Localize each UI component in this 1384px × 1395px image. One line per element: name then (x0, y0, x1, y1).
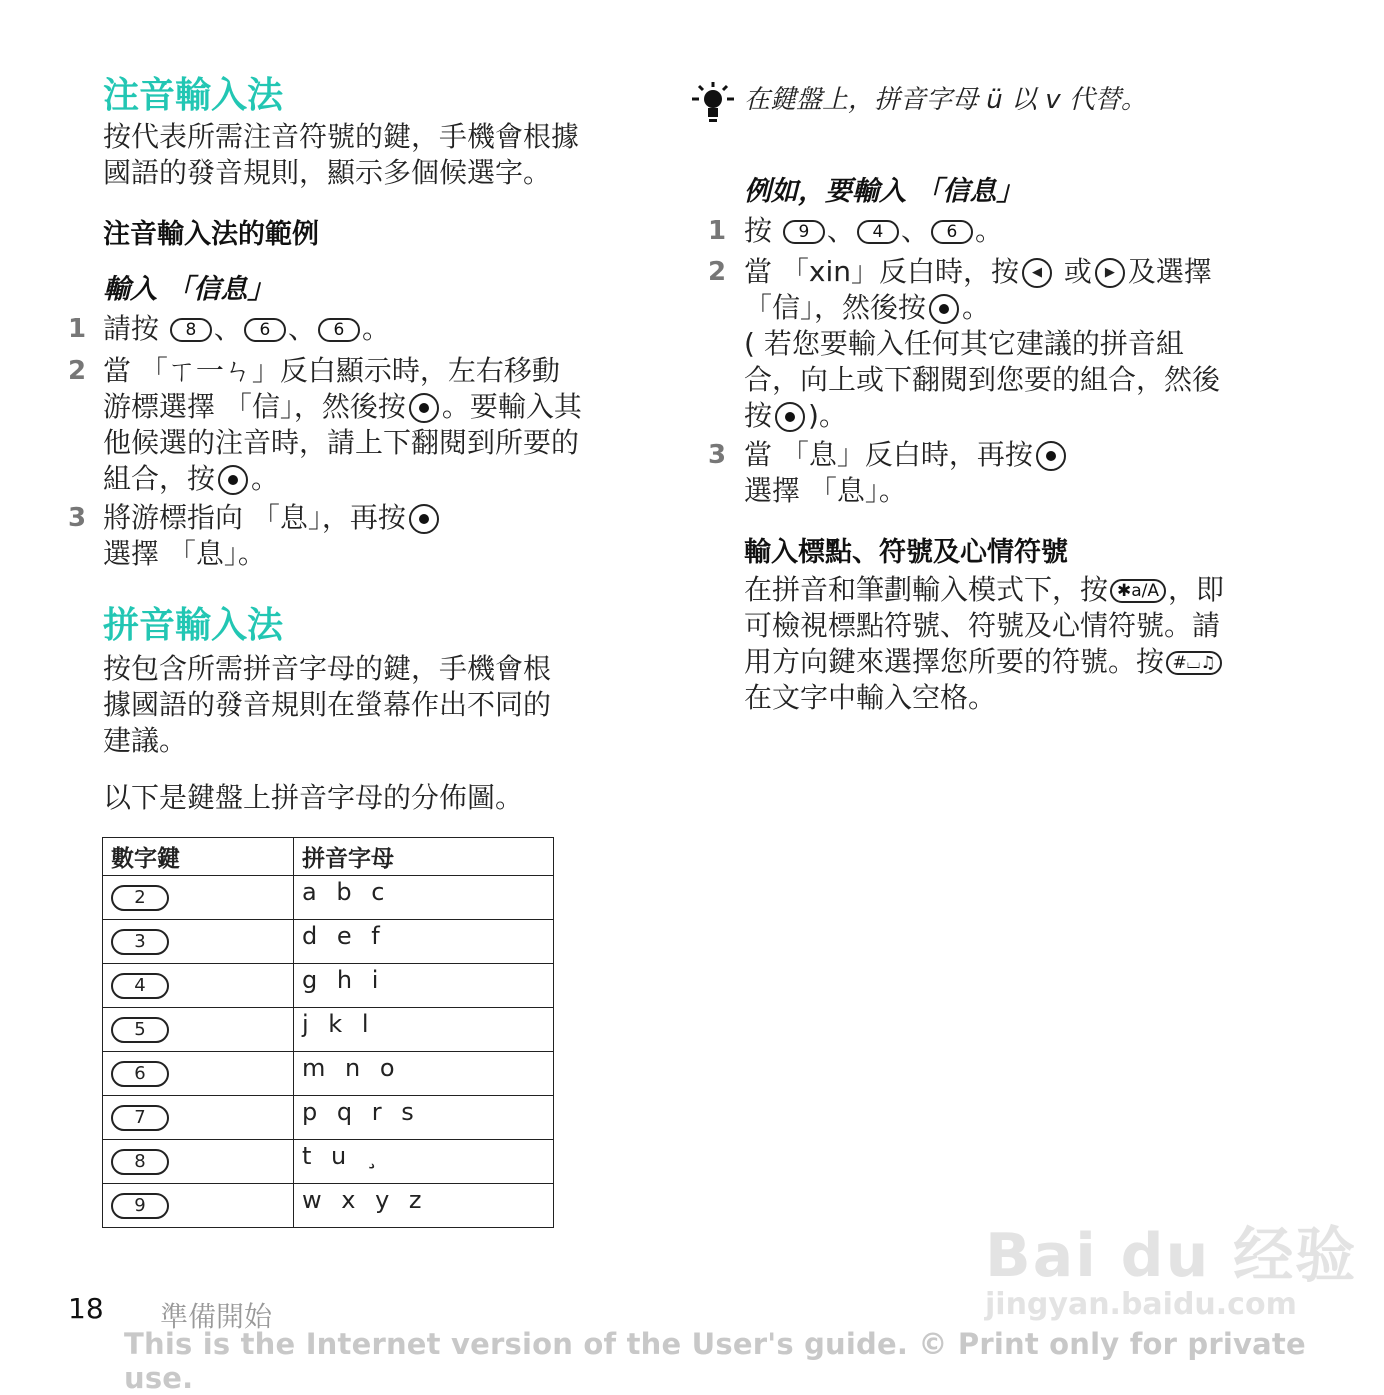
section-name: 準備開始 (160, 1300, 273, 1333)
step-number: 3 (68, 503, 87, 533)
letters-cell: w x y z (294, 1184, 554, 1228)
key-cell (103, 1096, 294, 1140)
letters-cell: d e f (294, 920, 554, 964)
key-7-icon: 7 (111, 1105, 169, 1131)
key-6-icon: 6 (318, 318, 360, 342)
desc-line (744, 572, 1224, 608)
step-line (744, 398, 1220, 434)
step-text: 及選擇 (1127, 255, 1212, 288)
key-9-icon: 9 (111, 1193, 169, 1219)
key-cell (103, 920, 294, 964)
page-number: 18 (68, 1292, 104, 1325)
table-row (103, 1184, 554, 1228)
center-select-key-icon (1036, 441, 1066, 471)
zhuyin-desc-line: 按代表所需注音符號的鍵，手機會根據 (103, 120, 580, 153)
separator: 、 (826, 214, 855, 247)
table-row (103, 1140, 554, 1184)
desc-text: ，即 (1168, 573, 1225, 606)
step-number: 3 (708, 440, 727, 470)
key-cell (103, 1184, 294, 1228)
tip-text: 在鍵盤上，拼音字母 ü 以 v 代替。 (744, 85, 1147, 115)
separator: 、 (287, 312, 316, 345)
pinyin-step-3 (744, 437, 1069, 509)
step-text: )。 (808, 399, 847, 432)
letters-cell: m n o (294, 1052, 554, 1096)
step-text: 當 「xin」反白時，按 (744, 255, 1019, 288)
table-row (103, 1096, 554, 1140)
desc-text: 在拼音和筆劃輸入模式下，按 (744, 573, 1109, 606)
pinyin-step-2 (744, 254, 1220, 434)
footer-notice: This is the Internet version of the User's guide. © Print only for private use. (124, 1327, 1306, 1395)
step-text: 「信」，然後按 (744, 291, 927, 324)
step-line: 他候選的注音時，請上下翻閱到所要的 (103, 426, 580, 459)
center-select-key-icon (929, 294, 959, 324)
step-line: ( 若您要輸入任何其它建議的拼音組 (744, 327, 1184, 360)
key-8-icon: 8 (170, 318, 212, 342)
pinyin-description (103, 651, 551, 759)
center-select-key-icon (409, 504, 439, 534)
nav-right-key-icon: ▶ (1095, 258, 1125, 288)
step-line (744, 254, 1220, 290)
step-number: 1 (68, 314, 87, 344)
pinyin-step-1 (744, 213, 1003, 249)
step-line: 合，向上或下翻閱到您要的組合，然後 (744, 363, 1221, 396)
step-text: 按 (744, 399, 773, 432)
table-row (103, 920, 554, 964)
letters-cell: t u ¸ (294, 1140, 554, 1184)
key-4-icon: 4 (111, 973, 169, 999)
table-header-row (103, 838, 554, 876)
hash-key-icon: #⌴♫ (1166, 651, 1222, 675)
letters-cell: g h i (294, 964, 554, 1008)
punctuation-description (744, 572, 1224, 716)
nav-left-key-icon: ◀ (1022, 258, 1052, 288)
step-text: 。要輸入其 (441, 390, 582, 423)
table-row (103, 1008, 554, 1052)
step-text: 。 (251, 462, 280, 495)
desc-line (744, 644, 1224, 680)
baidu-watermark-url: jingyan.baidu.com (985, 1287, 1297, 1322)
step-line (103, 389, 582, 425)
step-number: 1 (708, 216, 727, 246)
key-6-icon: 6 (244, 318, 286, 342)
pinyin-example-title: 例如，要輸入 「信息」 (744, 176, 1024, 207)
column-header-letters: 拼音字母 (294, 838, 554, 876)
step-text: 將游標指向 「息」，再按 (103, 501, 406, 534)
separator: 、 (213, 312, 242, 345)
step-line: 當 「ㄒ一ㄣ」反白顯示時，左右移動 (103, 354, 560, 387)
step-line (744, 437, 1069, 473)
step-text: 或 (1063, 255, 1092, 288)
desc-line: 在文字中輸入空格。 (744, 681, 997, 714)
lightbulb-tip-icon (688, 82, 738, 126)
pinyin-desc-line: 據國語的發音規則在螢幕作出不同的 (103, 688, 552, 721)
key-3-icon: 3 (111, 929, 169, 955)
key-8-icon: 8 (111, 1149, 169, 1175)
table-intro: 以下是鍵盤上拼音字母的分佈圖。 (103, 781, 524, 814)
table-row (103, 1052, 554, 1096)
desc-line: 可檢視標點符號、符號及心情符號。請 (744, 609, 1221, 642)
step-line: 選擇 「息」。 (744, 474, 907, 507)
step-text: 按 (744, 214, 773, 247)
step-text: 請按 (103, 312, 160, 345)
zhuyin-description (103, 119, 579, 191)
step-text: 。 (962, 291, 991, 324)
pinyin-desc-line: 按包含所需拼音字母的鍵，手機會根 (103, 652, 552, 685)
key-6-icon: 6 (931, 220, 973, 244)
step-line (103, 461, 582, 497)
star-key-icon: ✱a/A (1110, 579, 1166, 603)
key-cell (103, 1008, 294, 1052)
period: 。 (974, 214, 1003, 247)
column-header-key: 數字鍵 (103, 838, 294, 876)
key-9-icon: 9 (783, 220, 825, 244)
punctuation-title: 輸入標點、符號及心情符號 (744, 537, 1068, 568)
step-line: 選擇 「息」。 (103, 537, 266, 570)
step-line (103, 500, 442, 536)
pinyin-desc-line: 建議。 (103, 724, 188, 757)
key-cell (103, 964, 294, 1008)
center-select-key-icon (775, 402, 805, 432)
zhuyin-example-subtitle: 輸入 「信息」 (103, 274, 275, 305)
key-5-icon: 5 (111, 1017, 169, 1043)
step-text: 組合，按 (103, 462, 216, 495)
step-line (744, 290, 1220, 326)
letters-cell: a b c (294, 876, 554, 920)
zhuyin-step-3 (103, 500, 442, 572)
key-4-icon: 4 (857, 220, 899, 244)
key-cell (103, 1140, 294, 1184)
zhuyin-title: 注音輸入法 (103, 75, 284, 116)
period: 。 (361, 312, 390, 345)
desc-text: 用方向鍵來選擇您所要的符號。按 (744, 645, 1165, 678)
zhuyin-step-1 (103, 311, 390, 347)
key-cell (103, 876, 294, 920)
step-number: 2 (68, 356, 87, 386)
letters-cell: p q r s (294, 1096, 554, 1140)
step-number: 2 (708, 257, 727, 287)
pinyin-title: 拼音輸入法 (103, 605, 284, 646)
step-text: 當 「息」反白時，再按 (744, 438, 1033, 471)
center-select-key-icon (218, 465, 248, 495)
zhuyin-step-2 (103, 353, 582, 497)
zhuyin-example-title: 注音輸入法的範例 (103, 219, 319, 250)
pinyin-key-table (102, 837, 554, 1228)
step-text: 游標選擇 「信」，然後按 (103, 390, 406, 423)
key-cell (103, 1052, 294, 1096)
key-2-icon: 2 (111, 885, 169, 911)
center-select-key-icon (409, 393, 439, 423)
key-6-icon: 6 (111, 1061, 169, 1087)
letters-cell: j k l (294, 1008, 554, 1052)
baidu-watermark-logo: Bai du 经验 (985, 1221, 1358, 1291)
table-row (103, 964, 554, 1008)
zhuyin-desc-line: 國語的發音規則，顯示多個候選字。 (103, 156, 552, 189)
separator: 、 (900, 214, 929, 247)
table-row (103, 876, 554, 920)
